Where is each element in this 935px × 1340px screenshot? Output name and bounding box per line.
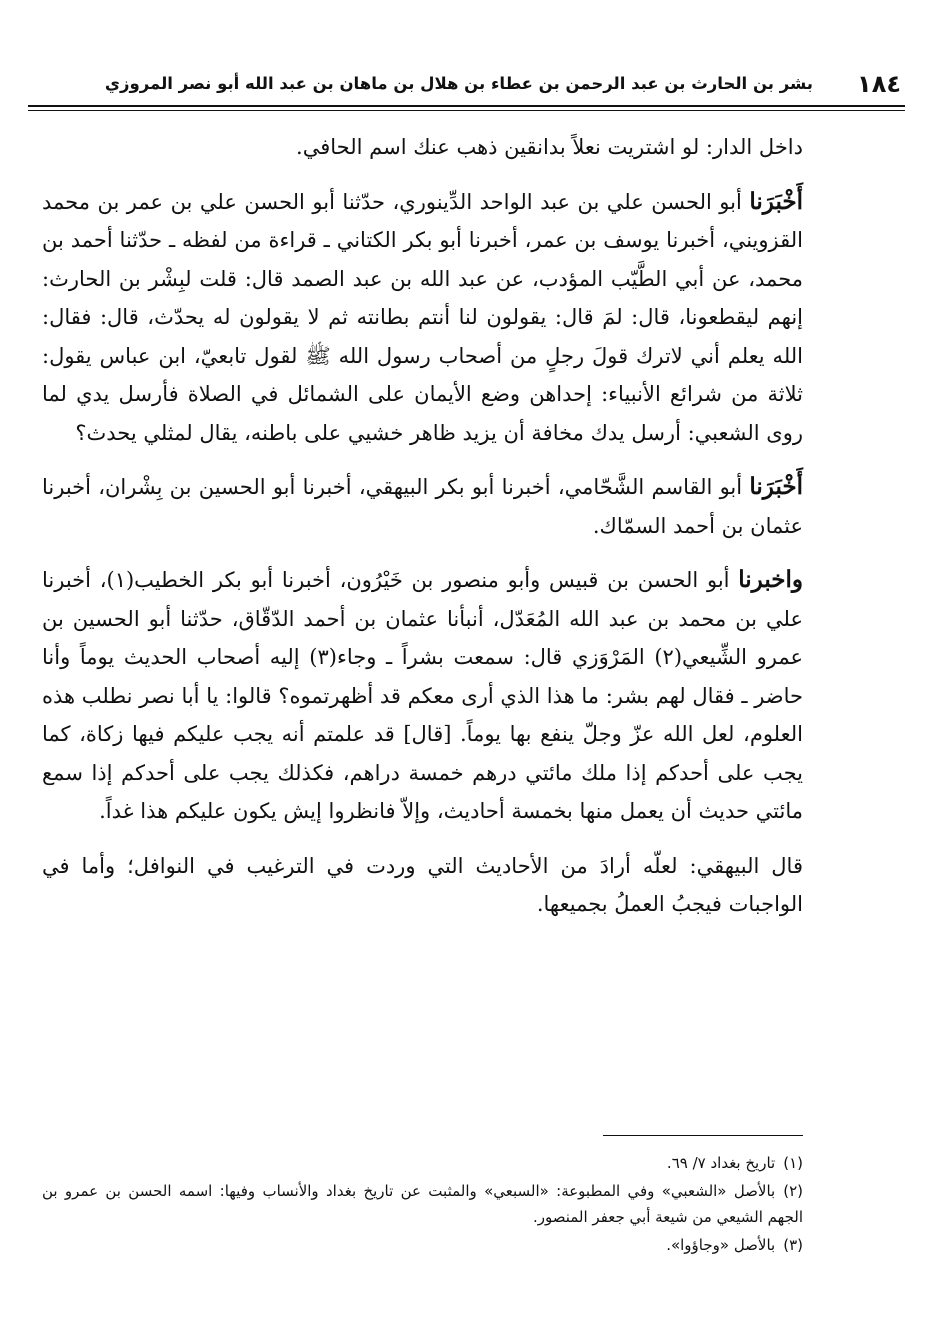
paragraph-lead: واخبرنا: [738, 566, 803, 593]
running-title: بشر بن الحارث بن عبد الرحمن بن عطاء بن هلال بن ماهان بن عبد الله أبو نصر المروزي: [104, 74, 813, 93]
main-text: [42, 128, 803, 940]
footnotes: [42, 1150, 803, 1260]
paragraph: [42, 183, 803, 453]
footnote-text: بالأصل «الشعبي» وفي المطبوعة: «السبعي» والمثبت عن تاريخ بغداد والأنساب وفيها: اسمه الحسن بن عمرو بن الجهم الشيعي من شيعة أبي جعفر المنصور.: [42, 1182, 803, 1226]
header-rule: [28, 105, 905, 111]
footnote: [42, 1232, 803, 1258]
paragraph-text: أبو الحسن علي بن عبد الواحد الدِّينوري، حدّثنا أبو الحسن علي بن عمر بن محمد القزويني، أخبرنا يوسف بن عمر، أخبرنا أبو بكر الكتاني ـ قراءة من لفظه ـ حدّثنا أحمد بن محمد، عن أبي الطَّيّب المؤدب، عن عبد الله بن عبد الصمد قال: قلت لبِشْر بن الحارث: إنهم ليقطعونا، قال: لمَ قال: يقولون لنا أنتم بطانته ثم لا يقولون له يحدّث، قال: فقال: الله يعلم أني لاترك قولَ رجلٍ من أصحاب رسول الله ﷺ لقول تابعيّ، ابن عباس يقول: ثلاثة من شرائع الأنبياء: إحداهن وضع الأيمان على الشمائل في الصلاة فأرسل يدي لما روى الشعبي: أرسل يدك مخافة أن يزيد ظاهر خشيي على باطنه، يقال لمثلي يحدث؟: [42, 189, 803, 445]
paragraph: [42, 128, 803, 167]
paragraph-text: قال البيهقي: لعلّه أرادَ من الأحاديث التي وردت في الترغيب في النوافل؛ وأما في الواجبات فيجبُ العملُ بجميعها.: [42, 853, 803, 916]
paragraph-lead: أَخْبَرَنا: [749, 187, 803, 215]
paragraph-lead: أَخْبَرَنا: [749, 473, 803, 500]
footnote-number: (٣): [783, 1236, 803, 1254]
paragraph: [42, 847, 803, 924]
paragraph-text: أبو الحسن بن قبيس وأبو منصور بن خَيْرُون، أخبرنا أبو بكر الخطيب(١)، أخبرنا علي بن محمد بن عبد الله المُعَدّل، أنبأنا عثمان بن أحمد الدّقّاق، حدّثنا أبو الحسين بن عمرو الشِّيعي(٢) المَرْوَزي قال: سمعت بشراً ـ وجاء(٣) إليه أصحاب الحديث يوماً وأنا حاضر ـ فقال لهم بشر: ما هذا الذي أرى معكم قد أظهرتموه؟ قالوا: يا أبا نصر نطلب هذه العلوم، لعل الله عزّ وجلّ ينفع بها يوماً. [قال] قد علمتم أنه يجب عليكم فيها زكاة، كما يجب على أحدكم إذا ملك مائتي درهم خمسة دراهم، فكذلك يجب على أحدكم إذا سمع مائتي حديث أن يعمل منها بخمسة أحاديث، وإلاّ فانظروا إيش يكون عليكم هذا غداً.: [42, 568, 803, 823]
paragraph-text: داخل الدار: لو اشتريت نعلاً بدانقين ذهب عنك اسم الحافي.: [296, 135, 803, 159]
page-number: ١٨٤: [857, 70, 901, 98]
paragraph: [42, 468, 803, 545]
footnote: [42, 1178, 803, 1230]
footnote-separator: [603, 1135, 803, 1136]
page-header: [28, 66, 901, 106]
footnote-text: تاريخ بغداد ٧/ ٦٩.: [666, 1154, 776, 1172]
paragraph-text: أبو القاسم الشَّحّامي، أخبرنا أبو بكر البيهقي، أخبرنا أبو الحسين بن بِشْران، أخبرنا عثمان بن أحمد السمّاك.: [42, 475, 803, 538]
footnote-number: (٢): [783, 1182, 803, 1200]
footnote-text: بالأصل «وجاؤوا».: [666, 1236, 776, 1254]
paragraph: [42, 561, 803, 831]
footnote-number: (١): [783, 1154, 803, 1172]
footnote: [42, 1150, 803, 1176]
